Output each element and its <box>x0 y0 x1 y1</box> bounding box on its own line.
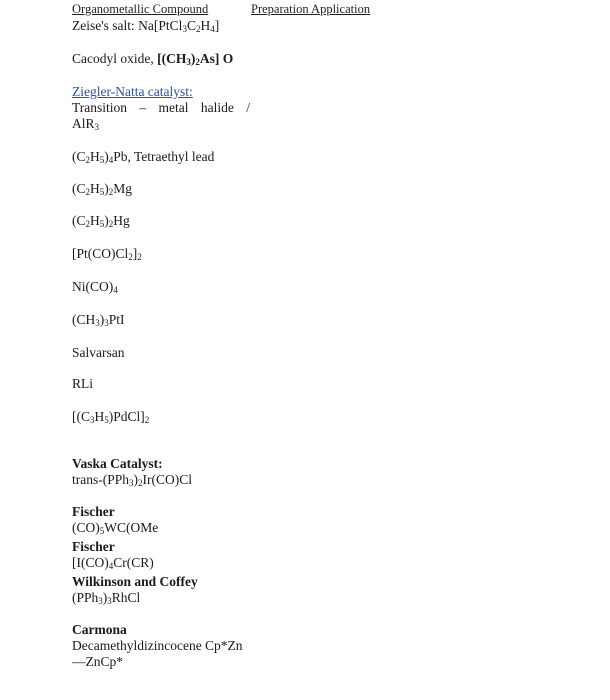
wilkinson-subscript: 3 <box>98 596 103 606</box>
pt-subscript: 2 <box>128 252 133 262</box>
cacodyl-formula-part: [(CH <box>157 51 187 66</box>
mg-formula-part: (C <box>72 181 86 196</box>
zeise-label: Zeise's salt: <box>72 18 139 33</box>
cacodyl-formula-part: As] O <box>199 51 234 66</box>
mg-formula-part: H <box>90 181 100 196</box>
hg-formula-part: ) <box>104 213 109 228</box>
vaska-formula-part: trans-(PPh <box>72 472 129 487</box>
entry-rli: RLi <box>72 376 94 391</box>
entry-decamethyldizincocene-cont: —ZnCp* <box>72 654 124 669</box>
entry-fischer-chromium <box>72 555 154 571</box>
pt-formula-part: ] <box>132 246 138 261</box>
entry-salvarsan: Salvarsan <box>72 345 125 360</box>
vaska-formula-part: ) <box>133 472 138 487</box>
hg-formula-part: (C <box>72 213 86 228</box>
ziegler-word: – <box>139 100 147 115</box>
ziegler-natta-line2 <box>72 116 99 132</box>
carmona-title: Carmona <box>72 622 127 637</box>
entry-zeise-salt <box>72 18 219 34</box>
mg-subscript: 5 <box>99 187 105 197</box>
zeise-formula-part: ] <box>214 18 220 33</box>
ziegler-word: Transition <box>72 100 128 115</box>
mg-formula-part: ) <box>104 181 109 196</box>
zeise-subscript: 4 <box>210 24 215 34</box>
entry-diethyl-magnesium <box>72 181 132 197</box>
fischer1-formula-part: (CO) <box>72 520 100 535</box>
hg-subscript: 2 <box>85 219 90 229</box>
zeise-formula-part: Na[PtCl <box>138 18 183 33</box>
wilkinson-title: Wilkinson and Coffey <box>72 574 198 589</box>
mg-subscript: 2 <box>85 187 90 197</box>
cacodyl-subscript: 3 <box>186 57 191 67</box>
header-preparation-application: Preparation Application <box>251 2 371 16</box>
ni-subscript: 4 <box>113 285 118 295</box>
tel-subscript: 5 <box>99 155 105 165</box>
hg-subscript: 5 <box>99 219 105 229</box>
fischer2-subscript: 4 <box>108 561 114 571</box>
mg-subscript: 2 <box>108 187 114 197</box>
cacodyl-subscript: 2 <box>195 57 200 67</box>
tel-formula-part: ) <box>104 149 109 164</box>
pt-formula-part: [Pt(CO)Cl <box>72 246 129 261</box>
tel-formula-part: Pb, Tetraethyl lead <box>113 149 215 164</box>
ziegler-formula-part: AlR <box>72 116 95 131</box>
pd-subscript: 3 <box>90 415 95 425</box>
hg-formula-part: Hg <box>113 213 130 228</box>
fischer2-formula-part: Cr(CR) <box>113 555 154 570</box>
wilkinson-formula-part: RhCl <box>111 590 141 605</box>
mg-formula-part: Mg <box>113 181 133 196</box>
vaska-formula-part: Ir(CO)Cl <box>142 472 192 487</box>
pti-formula-part: PtI <box>108 312 125 327</box>
entry-nickel-tetracarbonyl <box>72 279 118 295</box>
fischer1-subscript: 5 <box>99 526 105 536</box>
ziegler-word: metal <box>158 100 189 115</box>
pti-formula-part: ) <box>99 312 105 327</box>
pd-subscript: 5 <box>104 415 109 425</box>
pd-formula-part: [(C <box>72 409 90 424</box>
vaska-subscript: 2 <box>138 478 143 488</box>
zeise-subscript: 3 <box>182 24 187 34</box>
pti-formula-part: (CH <box>72 312 96 327</box>
pd-subscript: 2 <box>144 415 150 425</box>
cacodyl-label: Cacodyl oxide, <box>72 51 158 66</box>
pti-subscript: 3 <box>95 318 100 328</box>
vaska-title: Vaska Catalyst: <box>72 456 163 471</box>
ziegler-word: / <box>246 100 250 115</box>
cacodyl-formula-part: ) <box>190 51 196 66</box>
entry-vaska-catalyst <box>72 472 192 488</box>
zeise-formula-part: H <box>200 18 211 33</box>
fischer1-formula-part: WC(OMe <box>104 520 159 535</box>
entry-diethyl-mercury <box>72 213 130 229</box>
ziegler-natta-line1 <box>72 100 250 116</box>
pd-formula-part: H <box>94 409 105 424</box>
entry-platinum-carbonyl-chloride <box>72 246 142 262</box>
fischer-title-2: Fischer <box>72 539 115 554</box>
ziegler-natta-title: Ziegler-Natta catalyst: <box>72 84 193 99</box>
fischer2-formula-part: [I(CO) <box>72 555 109 570</box>
wilkinson-subscript: 3 <box>107 596 112 606</box>
entry-decamethyldizincocene: Decamethyldizincocene Cp*Zn <box>72 638 243 653</box>
tel-formula-part: (C <box>72 149 86 164</box>
entry-fischer-tungsten <box>72 520 158 536</box>
ziegler-subscript: 3 <box>94 122 100 132</box>
ni-formula-part: Ni(CO) <box>72 279 114 294</box>
fischer-title-1: Fischer <box>72 504 115 519</box>
tel-subscript: 2 <box>85 155 90 165</box>
pd-formula-part: )PdCl] <box>108 409 145 424</box>
entry-wilkinson-catalyst <box>72 590 140 606</box>
zeise-formula-part: C <box>186 18 196 33</box>
entry-tetraethyl-lead <box>72 149 214 165</box>
wilkinson-formula-part: (PPh <box>72 590 99 605</box>
hg-formula-part: H <box>90 213 100 228</box>
pti-subscript: 3 <box>104 318 109 328</box>
header-organometallic-compound: Organometallic Compound <box>72 2 209 16</box>
wilkinson-formula-part: ) <box>102 590 108 605</box>
entry-allylpalladium-chloride <box>72 409 149 425</box>
vaska-subscript: 3 <box>129 478 134 488</box>
pt-subscript: 2 <box>137 252 142 262</box>
entry-cacodyl-oxide <box>72 51 233 67</box>
entry-trimethylplatinum-iodide <box>72 312 125 328</box>
zeise-subscript: 2 <box>195 24 201 34</box>
tel-subscript: 4 <box>108 155 114 165</box>
tel-formula-part: H <box>90 149 100 164</box>
ziegler-word: halide <box>200 100 234 115</box>
hg-subscript: 2 <box>108 219 114 229</box>
